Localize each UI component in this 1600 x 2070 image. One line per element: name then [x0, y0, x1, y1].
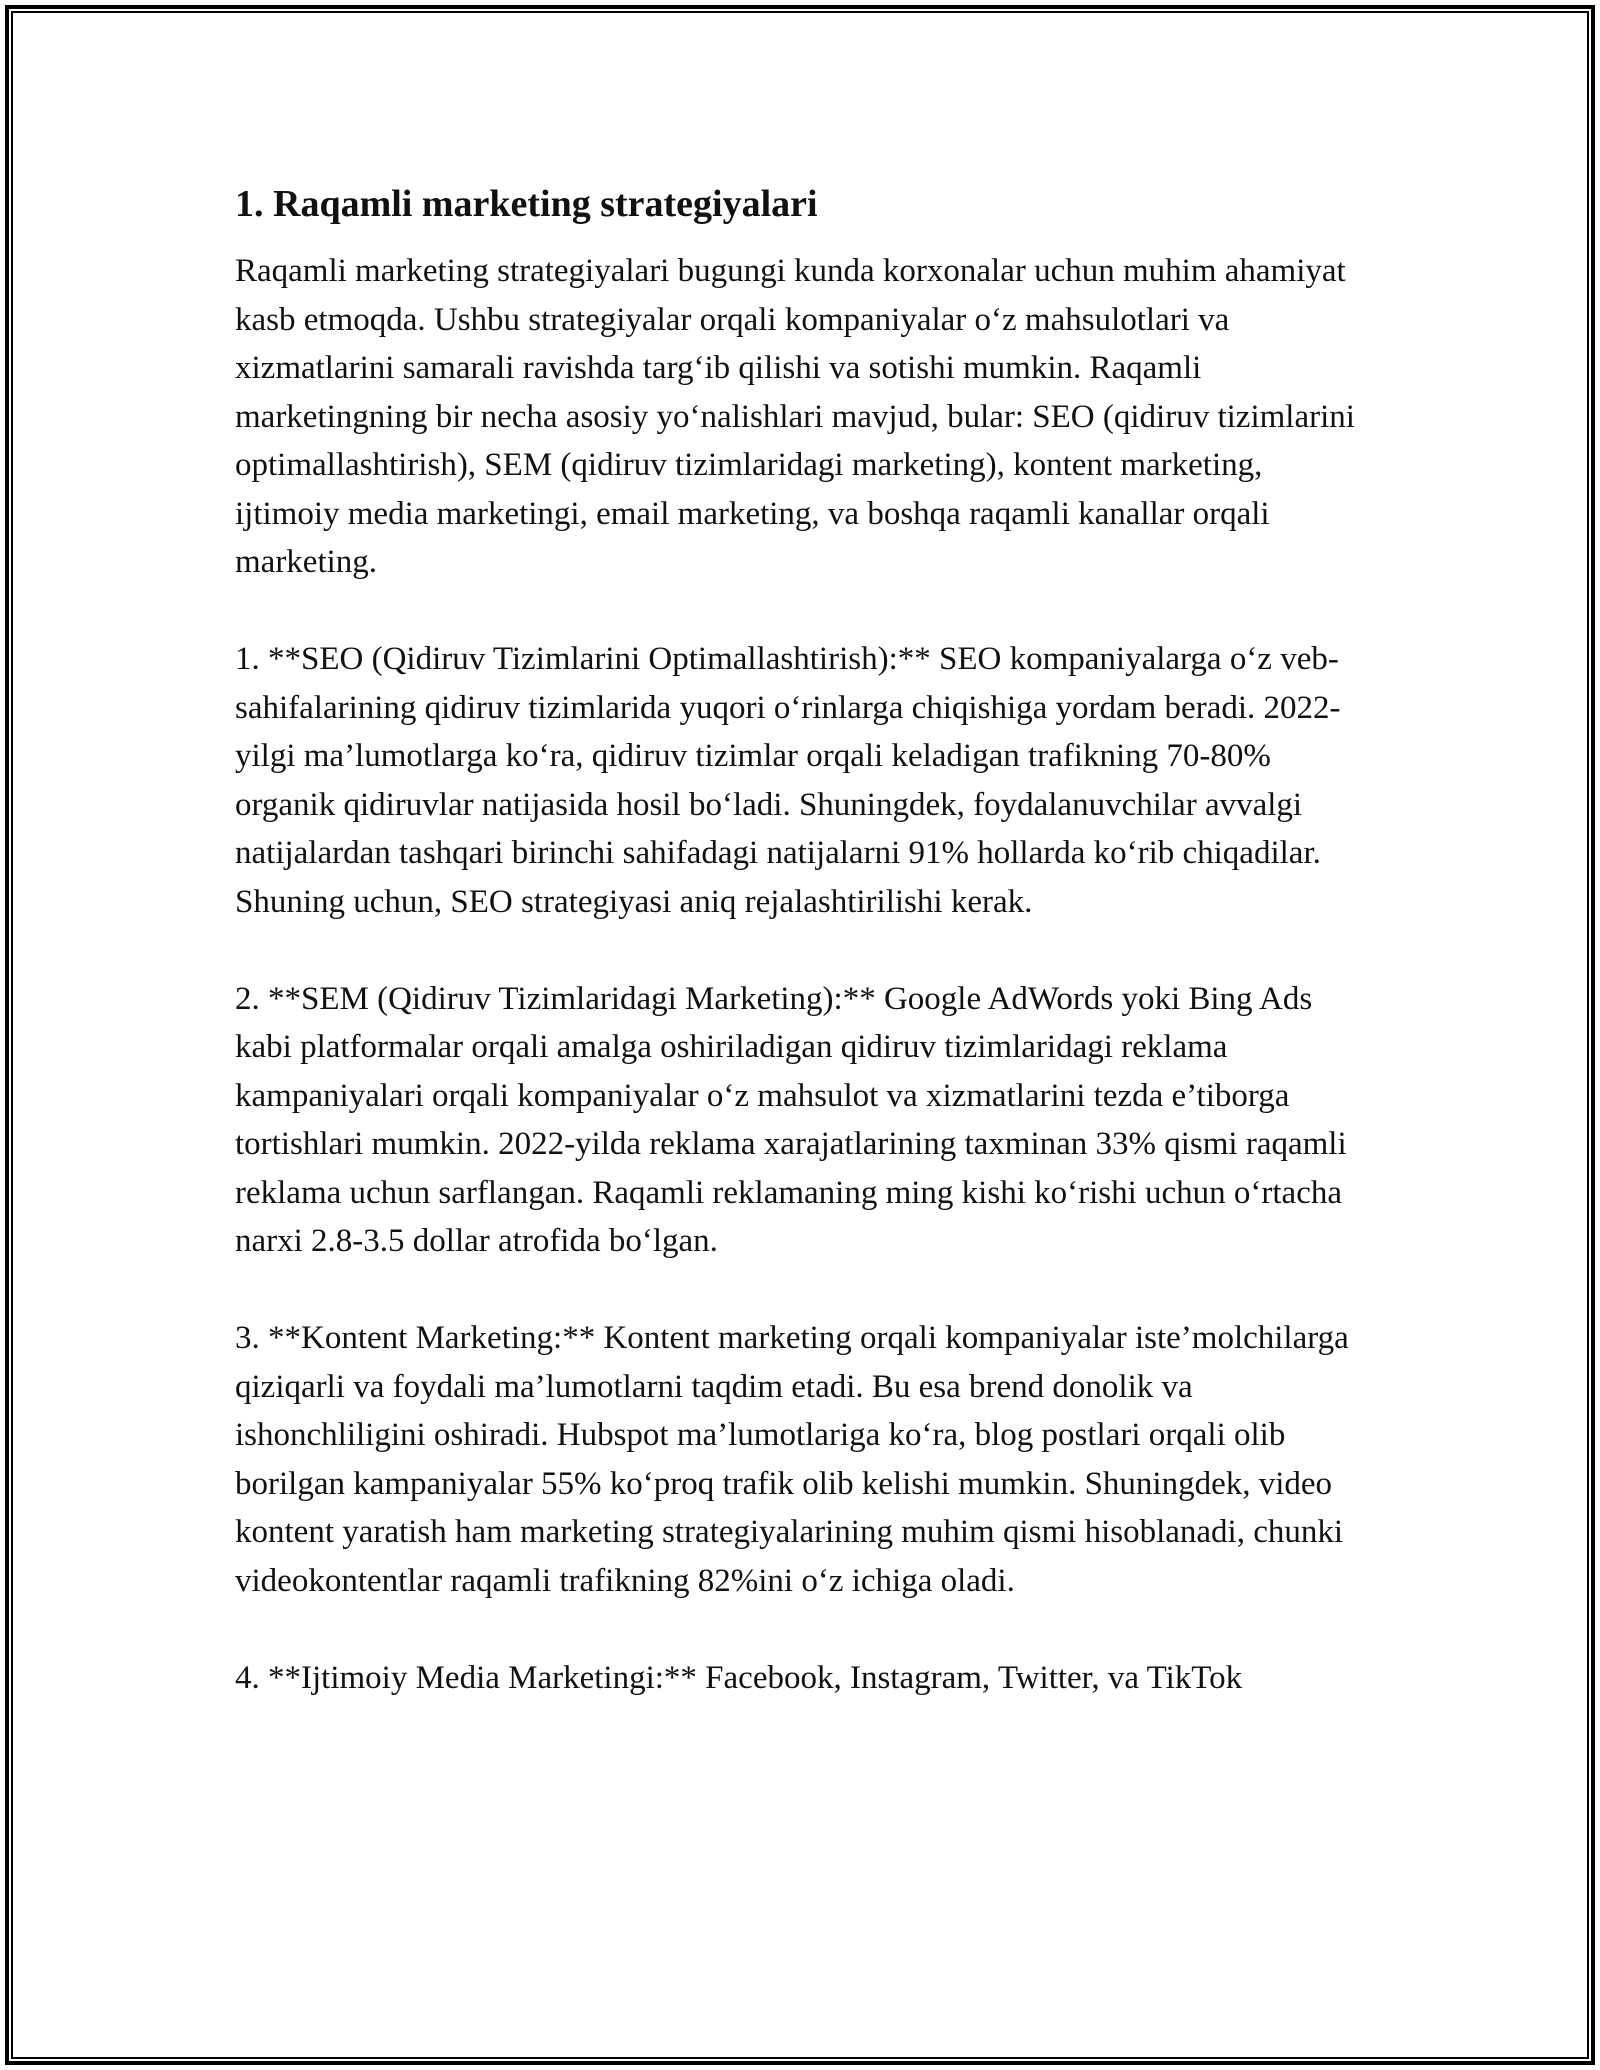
content-marketing-paragraph: 3. **Kontent Marketing:** Kontent marketing orqali kompaniyalar iste’molchilarga qiziqarli va foydali ma’lumotlarni taqdim etadi. Bu esa brend donolik va ishonchliligini oshiradi. Hubspot ma’lumotlariga ko‘ra, blog postlari orqali olib borilgan kampaniyalar 55% ko‘proq trafik olib kelishi mumkin. Shuningdek, video kontent yaratish ham marketing strategiyalarining muhim qismi hisoblanadi, chunki videokontentlar raqamli trafikning 82%ini o‘z ichiga oladi. — [235, 1320, 1349, 1599]
document-page — [235, 180, 1375, 1751]
section-heading: 1. Raqamli marketing strategiyalari — [235, 183, 818, 225]
intro-paragraph: Raqamli marketing strategiyalari bugungi kunda korxonalar uchun muhim ahamiyat kasb etmoqda. Ushbu strategiyalar orqali kompaniyalar o‘z mahsulotlari va xizmatlarini samarali ravishda targ‘ib qilishi va sotishi mumkin. Raqamli marketingning bir necha asosiy yo‘nalishlari mavjud, bular: SEO (qidiruv tizimlarini optimallashtirish), SEM (qidiruv tizimlaridagi marketing), kontent marketing, ijtimoiy media marketingi, email marketing, va boshqa raqamli kanallar orqali marketing. — [235, 253, 1355, 581]
seo-paragraph: 1. **SEO (Qidiruv Tizimlarini Optimallashtirish):** SEO kompaniyalarga o‘z veb-sahifalarining qidiruv tizimlarida yuqori o‘rinlarga chiqishiga yordam beradi. 2022-yilgi ma’lumotlarga ko‘ra, qidiruv tizimlar orqali keladigan trafikning 70-80% organik qidiruvlar natijasida hosil bo‘ladi. Shuningdek, foydalanuvchilar avvalgi natijalardan tashqari birinchi sahifadagi natijalarni 91% hollarda ko‘rib chiqadilar. Shuning uchun, SEO strategiyasi aniq rejalashtirilishi kerak. — [235, 641, 1341, 920]
sem-paragraph: 2. **SEM (Qidiruv Tizimlaridagi Marketing):** Google AdWords yoki Bing Ads kabi platformalar orqali amalga oshiriladigan qidiruv tizimlaridagi reklama kampaniyalari orqali kompaniyalar o‘z mahsulot va xizmatlarini tezda e’tiborga tortishlari mumkin. 2022-yilda reklama xarajatlarining taxminan 33% qismi raqamli reklama uchun sarflangan. Raqamli reklamaning ming kishi ko‘rishi uchun o‘rtacha narxi 2.8-3.5 dollar atrofida bo‘lgan. — [235, 980, 1347, 1260]
social-media-paragraph: 4. **Ijtimoiy Media Marketingi:** Facebook, Instagram, Twitter, va TikTok — [235, 1659, 1243, 1696]
